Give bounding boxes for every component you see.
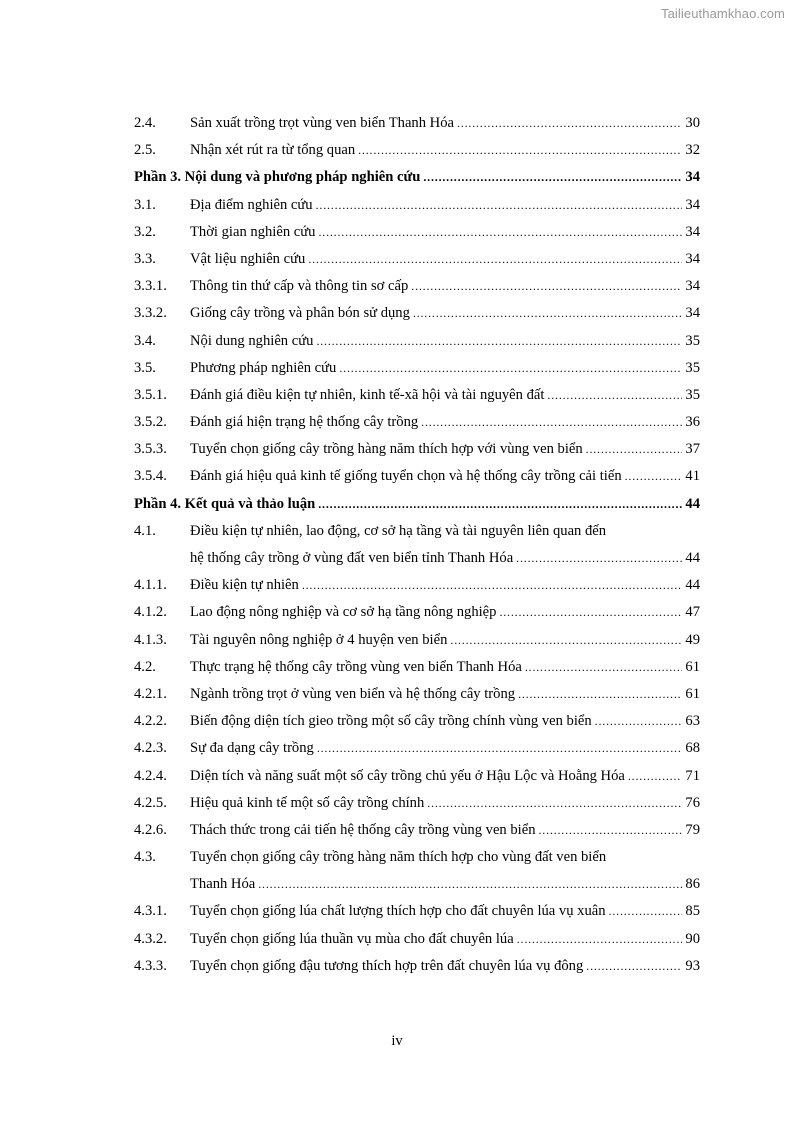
toc-entry (134, 192, 700, 219)
toc-entry (134, 627, 700, 654)
watermark: Tailieuthamkhao.com (660, 6, 785, 21)
toc-entry-number: 4.2.4. (134, 767, 167, 784)
toc-page-number: 85 (685, 903, 700, 920)
toc-entry-title: Thực trạng hệ thống cây trồng vùng ven biển Thanh Hóa (190, 658, 522, 675)
toc-entry-title: Tuyển chọn giống lúa chất lượng thích hợp cho đất chuyên lúa vụ xuân (190, 903, 606, 920)
toc-entry (134, 898, 700, 925)
toc-page-number: 36 (685, 414, 700, 431)
toc-page-number: 35 (685, 359, 700, 376)
toc-dot-leader (518, 681, 682, 708)
toc-entry (134, 871, 700, 898)
toc-entry (134, 409, 700, 436)
toc-dot-leader (308, 246, 682, 273)
toc-entry-number: 4.2.3. (134, 740, 167, 757)
toc-dot-leader (525, 654, 683, 681)
toc-dot-leader (625, 463, 683, 490)
toc-dot-leader (595, 708, 683, 735)
toc-dot-leader (457, 110, 682, 137)
toc-entry-title: Tuyển chọn giống cây trồng hàng năm thích hợp cho vùng đất ven biển (190, 849, 607, 866)
toc-page-number: 34 (685, 223, 700, 240)
toc-entry (134, 599, 700, 626)
toc-dot-leader (318, 219, 682, 246)
toc-page-number: 34 (685, 305, 700, 322)
toc-page-number: 63 (685, 713, 700, 730)
toc-entry-title: Tuyển chọn giống đậu tương thích hợp trên đất chuyên lúa vụ đông (190, 957, 584, 974)
toc-entry-number: 4.2. (134, 658, 156, 675)
toc-dot-leader (628, 763, 683, 790)
toc-dot-leader (316, 192, 683, 219)
toc-entry (134, 953, 700, 980)
toc-dot-leader (316, 328, 682, 355)
toc-page-number: 44 (685, 577, 700, 594)
toc-part-heading (134, 164, 700, 191)
toc-entry-title: Sản xuất trồng trọt vùng ven biển Thanh Hóa (190, 115, 454, 131)
toc-dot-leader (586, 436, 683, 463)
toc-entry-number: 4.3. (134, 849, 156, 866)
toc-entry-number: 4.3.3. (134, 957, 167, 974)
toc-dot-leader (302, 572, 683, 599)
toc-dot-leader (339, 355, 682, 382)
toc-dot-leader (450, 627, 682, 654)
toc-entry-number: 3.5.4. (134, 468, 167, 485)
toc-page-number: 61 (685, 685, 700, 702)
table-of-contents (134, 110, 700, 980)
toc-dot-leader (318, 491, 682, 518)
toc-entry-number: 4.3.1. (134, 903, 167, 920)
toc-dot-leader (586, 953, 682, 980)
toc-page-number: 34 (685, 250, 700, 267)
toc-entry-title: Biến động diện tích gieo trồng một số cây trồng chính vùng ven biển (190, 713, 592, 730)
toc-entry (134, 681, 700, 708)
toc-entry-number: 3.3. (134, 250, 156, 267)
toc-page-number: 35 (685, 386, 700, 403)
toc-entry (134, 219, 700, 246)
toc-page-number: 30 (685, 115, 700, 131)
toc-entry (134, 300, 700, 327)
toc-entry (134, 518, 700, 545)
toc-entry-title: Tài nguyên nông nghiệp ở 4 huyện ven biển (190, 631, 448, 648)
toc-page-number: 68 (685, 740, 700, 757)
toc-entry-title: Địa điểm nghiên cứu (190, 196, 313, 213)
toc-entry (134, 654, 700, 681)
toc-page-number: 79 (685, 821, 700, 838)
toc-page-number: 93 (685, 957, 700, 974)
toc-entry-title: Lao động nông nghiệp và cơ sở hạ tầng nông nghiệp (190, 604, 497, 621)
toc-page-number: 41 (685, 468, 700, 485)
toc-entry (134, 790, 700, 817)
toc-entry-number: 3.4. (134, 332, 156, 349)
toc-dot-leader (411, 273, 682, 300)
toc-dot-leader (258, 871, 682, 898)
toc-page-number: 90 (685, 930, 700, 947)
toc-entry-number: 4.1.3. (134, 631, 167, 648)
toc-page-number: 49 (685, 631, 700, 648)
toc-entry-number: 4.2.6. (134, 821, 167, 838)
toc-entry (134, 545, 700, 572)
toc-entry (134, 355, 700, 382)
toc-entry (134, 572, 700, 599)
toc-entry-title: Phương pháp nghiên cứu (190, 359, 337, 376)
toc-page-number: 47 (685, 604, 700, 621)
toc-page-number: 34 (685, 196, 700, 213)
toc-page-number: 61 (685, 658, 700, 675)
toc-entry-title: hệ thống cây trồng ở vùng đất ven biển tỉnh Thanh Hóa (190, 550, 514, 566)
toc-entry-title: Nội dung nghiên cứu (190, 332, 314, 349)
toc-entry (134, 137, 700, 164)
toc-page-number: 86 (685, 876, 700, 893)
toc-entry-number: 3.5.2. (134, 414, 167, 431)
toc-entry (134, 246, 700, 273)
toc-entry-title: Thanh Hóa (190, 876, 256, 893)
toc-entry-number: 4.2.1. (134, 685, 167, 702)
toc-page-number: 34 (685, 278, 700, 295)
toc-entry-number: 3.3.2. (134, 305, 167, 322)
toc-dot-leader (499, 599, 682, 626)
toc-dot-leader (609, 898, 683, 925)
toc-entry (134, 110, 700, 137)
toc-dot-leader (358, 137, 682, 164)
toc-part-heading (134, 491, 700, 518)
toc-page-number: 37 (685, 441, 700, 458)
toc-entry-number: 4.3.2. (134, 930, 167, 947)
toc-dot-leader (427, 790, 682, 817)
toc-entry-number: 4.1. (134, 522, 156, 539)
toc-entry-number: 3.5.1. (134, 386, 167, 403)
toc-entry (134, 735, 700, 762)
toc-dot-leader (421, 409, 682, 436)
toc-entry (134, 436, 700, 463)
toc-dot-leader (317, 735, 683, 762)
toc-entry-title: Tuyển chọn giống lúa thuần vụ mùa cho đất chuyên lúa (190, 930, 514, 947)
toc-entry-title: Giống cây trồng và phân bón sử dụng (190, 305, 410, 322)
toc-entry-title: Tuyển chọn giống cây trồng hàng năm thích hợp với vùng ven biển (190, 441, 583, 458)
toc-entry-title: Đánh giá hiệu quả kinh tế giống tuyển chọn và hệ thống cây trồng cải tiến (190, 468, 622, 485)
toc-entry-number: 4.1.1. (134, 577, 167, 594)
toc-page-number: 44 (685, 495, 700, 512)
toc-page-number: 35 (685, 332, 700, 349)
toc-entry-number: 4.1.2. (134, 604, 167, 621)
toc-entry-title: Đánh giá điều kiện tự nhiên, kinh tế-xã hội và tài nguyên đất (190, 386, 545, 403)
toc-entry-title: Đánh giá hiện trạng hệ thống cây trồng (190, 414, 419, 431)
toc-entry-title: Thời gian nghiên cứu (190, 223, 316, 240)
toc-entry-title: Diện tích và năng suất một số cây trồng chủ yếu ở Hậu Lộc và Hoằng Hóa (190, 767, 625, 784)
toc-entry-title: Phần 3. Nội dung và phương pháp nghiên cứu (134, 169, 421, 186)
toc-page-number: 71 (685, 767, 700, 784)
toc-entry-number: 3.3.1. (134, 278, 167, 295)
toc-entry-number: 3.1. (134, 196, 156, 213)
toc-entry-title: Vật liệu nghiên cứu (190, 250, 306, 267)
toc-dot-leader (516, 545, 682, 572)
toc-entry-number: 3.5.3. (134, 441, 167, 458)
toc-entry-title: Hiệu quả kinh tế một số cây trồng chính (190, 794, 425, 811)
toc-entry (134, 844, 700, 871)
toc-page-number: 32 (685, 142, 700, 159)
toc-entry-title: Phần 4. Kết quả và thảo luận (134, 495, 316, 512)
toc-entry-title: Thông tin thứ cấp và thông tin sơ cấp (190, 278, 409, 295)
toc-dot-leader (413, 300, 683, 327)
toc-entry-number: 4.2.5. (134, 794, 167, 811)
toc-entry-title: Ngành trồng trọt ở vùng ven biển và hệ thống cây trồng (190, 685, 516, 702)
toc-entry-number: 2.4. (134, 115, 156, 131)
toc-entry (134, 382, 700, 409)
page-number: iv (391, 1033, 403, 1049)
toc-page-number: 44 (685, 550, 700, 566)
toc-entry-title: Nhận xét rút ra từ tổng quan (190, 142, 356, 159)
toc-dot-leader (539, 817, 683, 844)
toc-entry (134, 708, 700, 735)
toc-dot-leader (517, 926, 683, 953)
toc-entry (134, 273, 700, 300)
toc-entry-title: Thách thức trong cải tiến hệ thống cây trồng vùng ven biển (190, 821, 536, 838)
toc-entry-number: 3.2. (134, 223, 156, 240)
toc-entry-title: Sự đa dạng cây trồng (190, 740, 314, 757)
toc-dot-leader (423, 164, 682, 191)
toc-dot-leader (547, 382, 682, 409)
toc-entry (134, 926, 700, 953)
toc-entry-title: Điều kiện tự nhiên (190, 577, 299, 594)
toc-entry (134, 817, 700, 844)
toc-entry-number: 2.5. (134, 142, 156, 159)
toc-entry (134, 463, 700, 490)
toc-page-number: 76 (685, 794, 700, 811)
toc-entry-number: 3.5. (134, 359, 156, 376)
toc-entry (134, 763, 700, 790)
toc-entry (134, 328, 700, 355)
toc-page-number: 34 (685, 169, 700, 186)
toc-entry-number: 4.2.2. (134, 713, 167, 730)
toc-entry-title: Điều kiện tự nhiên, lao động, cơ sở hạ tầng và tài nguyên liên quan đến (190, 522, 607, 539)
